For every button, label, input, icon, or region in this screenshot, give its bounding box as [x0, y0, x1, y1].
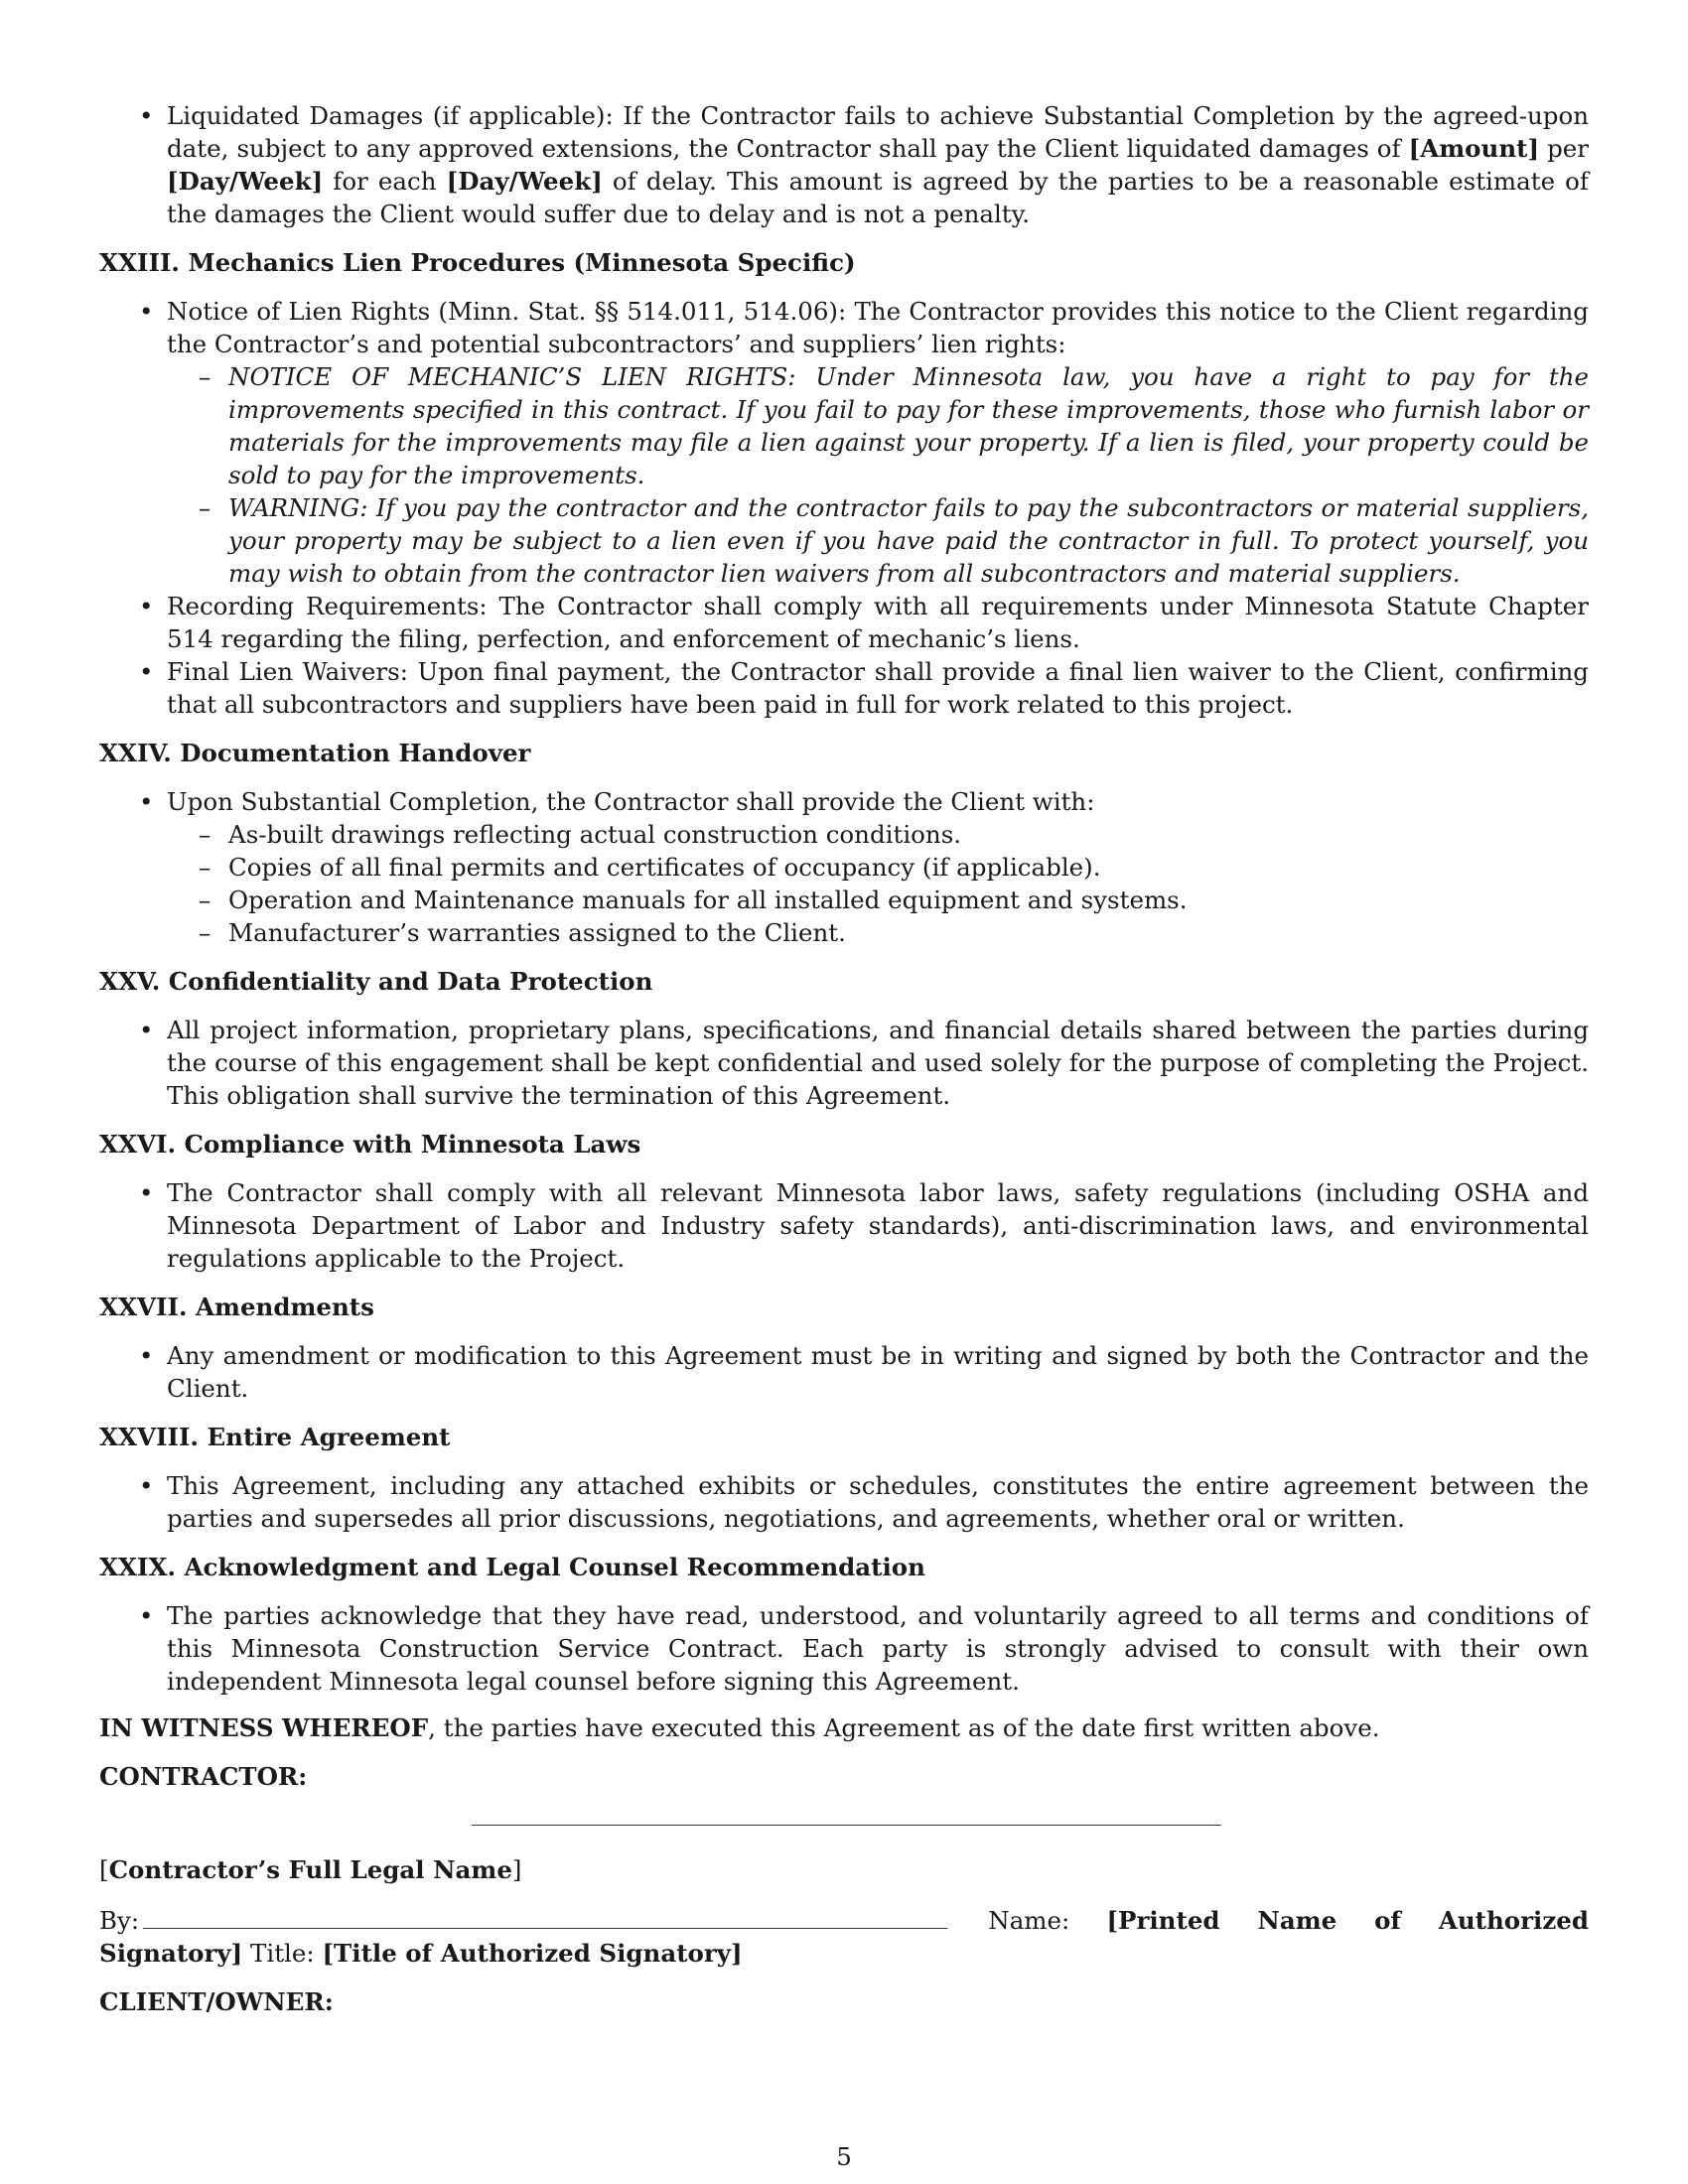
contractor-name-line: [Contractor’s Full Legal Name]	[99, 1855, 522, 1884]
compliance-item: • The Contractor shall comply with all relevant Minnesota labor laws, safety regulations (including OSHA and Minnesota Department of Labor and Industry safety standards), anti-discrimination laws, and environmental regulations applicable to the Project.	[99, 1176, 1589, 1275]
ld-text-1: Liquidated Damages (if applicable): If the Contractor fails to achieve Substantial Completion by the agreed-upon date, subject to any approved extensions, the Contractor shall pay the Client liquidated damages of	[167, 101, 1589, 163]
section-xxix-list	[99, 1599, 1589, 1698]
contractor-heading: CONTRACTOR:	[99, 1762, 308, 1791]
ld-unit-placeholder-2: [Day/Week]	[446, 167, 603, 196]
section-xxiv-list	[99, 785, 1589, 949]
title-label: Title:	[250, 1939, 315, 1968]
lien-notice-text: Notice of Lien Rights (Minn. Stat. §§ 514.011, 514.06): The Contractor provides this notice to the Client regarding the Contractor’s and potential subcontractors’ and suppliers’ lien rights:	[167, 297, 1589, 358]
amendments-item: • Any amendment or modification to this Agreement must be in writing and signed by both the Contractor and the Client.	[99, 1339, 1589, 1405]
liquidated-damages-item	[99, 99, 1589, 230]
section-xxvi-list	[99, 1176, 1589, 1275]
entire-agreement-item: • This Agreement, including any attached exhibits or schedules, constitutes the entire agreement between the parties and supersedes all prior discussions, negotiations, and agreements, whether oral or written.	[99, 1469, 1589, 1535]
section-xxv-list	[99, 1014, 1589, 1112]
section-xxvi-heading: XXVI. Compliance with Minnesota Laws	[99, 1130, 641, 1159]
section-xxiv-heading: XXIV. Documentation Handover	[99, 739, 531, 767]
document-page	[99, 99, 1589, 2018]
lien-warning-notice: – WARNING: If you pay the contractor and the contractor fails to pay the subcontractors or material suppliers, your property may be subject to a lien even if you have paid the contractor in full. To protect yourself, you may wish to obtain from the contractor lien waivers from all subcontractors and material suppliers.	[167, 491, 1589, 590]
ld-text-4: of delay. This amount is agreed by the parties to be a reasonable estimate of the damages the Client would suffer due to delay and is not a penalty.	[167, 167, 1589, 228]
ld-text-2: per	[1539, 134, 1589, 163]
list-item: – Copies of all final permits and certificates of occupancy (if applicable).	[167, 851, 1589, 884]
ld-amount-placeholder: [Amount]	[1408, 134, 1540, 163]
title-placeholder: [Title of Authorized Signatory]	[322, 1939, 743, 1968]
witness-bold: IN WITNESS WHEREOF	[99, 1713, 429, 1742]
section-xxv-heading: XXV. Confidentiality and Data Protection	[99, 967, 653, 996]
contractor-by-line	[99, 1904, 1589, 1970]
mechanics-lien-rights-notice: – NOTICE OF MECHANIC’S LIEN RIGHTS: Under Minnesota law, you have a right to pay for the improvements specified in this contract. If you fail to pay for these improvements, those who furnish labor or materials for the improvements may file a lien against your property. If a lien is filed, your property could be sold to pay for the improvements.	[167, 360, 1589, 491]
contractor-signature-line[interactable]	[472, 1825, 1221, 1826]
name-label: Name:	[988, 1906, 1070, 1935]
section-xxviii-list	[99, 1469, 1589, 1535]
by-signature-line[interactable]	[143, 1908, 947, 1929]
witness-rest: , the parties have executed this Agreement as of the date first written above.	[428, 1713, 1380, 1742]
lien-notice-sublist	[167, 360, 1589, 590]
section-xxviii-heading: XXVIII. Entire Agreement	[99, 1423, 451, 1451]
by-label: By:	[99, 1906, 140, 1935]
list-item: – As-built drawings reflecting actual construction conditions.	[167, 818, 1589, 851]
handover-sublist	[167, 818, 1589, 949]
section-xxix-heading: XXIX. Acknowledgment and Legal Counsel Recommendation	[99, 1553, 925, 1581]
page-number: 5	[836, 2142, 852, 2171]
section-xxiii-heading: XXIII. Mechanics Lien Procedures (Minnesota Specific)	[99, 248, 856, 277]
list-item: – Operation and Maintenance manuals for all installed equipment and systems.	[167, 884, 1589, 916]
client-owner-heading: CLIENT/OWNER:	[99, 1987, 334, 2016]
section-xxiii-list	[99, 295, 1589, 721]
contractor-name-placeholder: Contractor’s Full Legal Name	[108, 1855, 512, 1884]
handover-text: Upon Substantial Completion, the Contractor shall provide the Client with:	[167, 787, 1095, 816]
witness-statement	[99, 1711, 1589, 1744]
final-lien-waivers-item: • Final Lien Waivers: Upon final payment, the Contractor shall provide a final lien waiver to the Client, confirming that all subcontractors and suppliers have been paid in full for work related to this project.	[99, 655, 1589, 721]
confidentiality-item: • All project information, proprietary plans, specifications, and financial details shared between the parties during the course of this engagement shall be kept confidential and used solely for the purpose of completing the Project. This obligation shall survive the termination of this Agreement.	[99, 1014, 1589, 1112]
handover-item	[99, 785, 1589, 949]
section-xxvii-heading: XXVII. Amendments	[99, 1293, 374, 1321]
liquidated-damages-list	[99, 99, 1589, 230]
recording-requirements-item: • Recording Requirements: The Contractor shall comply with all requirements under Minnesota Statute Chapter 514 regarding the filing, perfection, and enforcement of mechanic’s liens.	[99, 590, 1589, 655]
section-xxvii-list	[99, 1339, 1589, 1405]
lien-notice-item	[99, 295, 1589, 590]
ld-unit-placeholder-1: [Day/Week]	[167, 167, 324, 196]
acknowledgment-item: • The parties acknowledge that they have read, understood, and voluntarily agreed to all terms and conditions of this Minnesota Construction Service Contract. Each party is strongly advised to consult with their own independent Minnesota legal counsel before signing this Agreement.	[99, 1599, 1589, 1698]
printed-name-placeholder: [Printed Name of Authorized Signatory]	[99, 1906, 1589, 1968]
ld-text-3: for each	[323, 167, 447, 196]
list-item: – Manufacturer’s warranties assigned to the Client.	[167, 916, 1589, 949]
